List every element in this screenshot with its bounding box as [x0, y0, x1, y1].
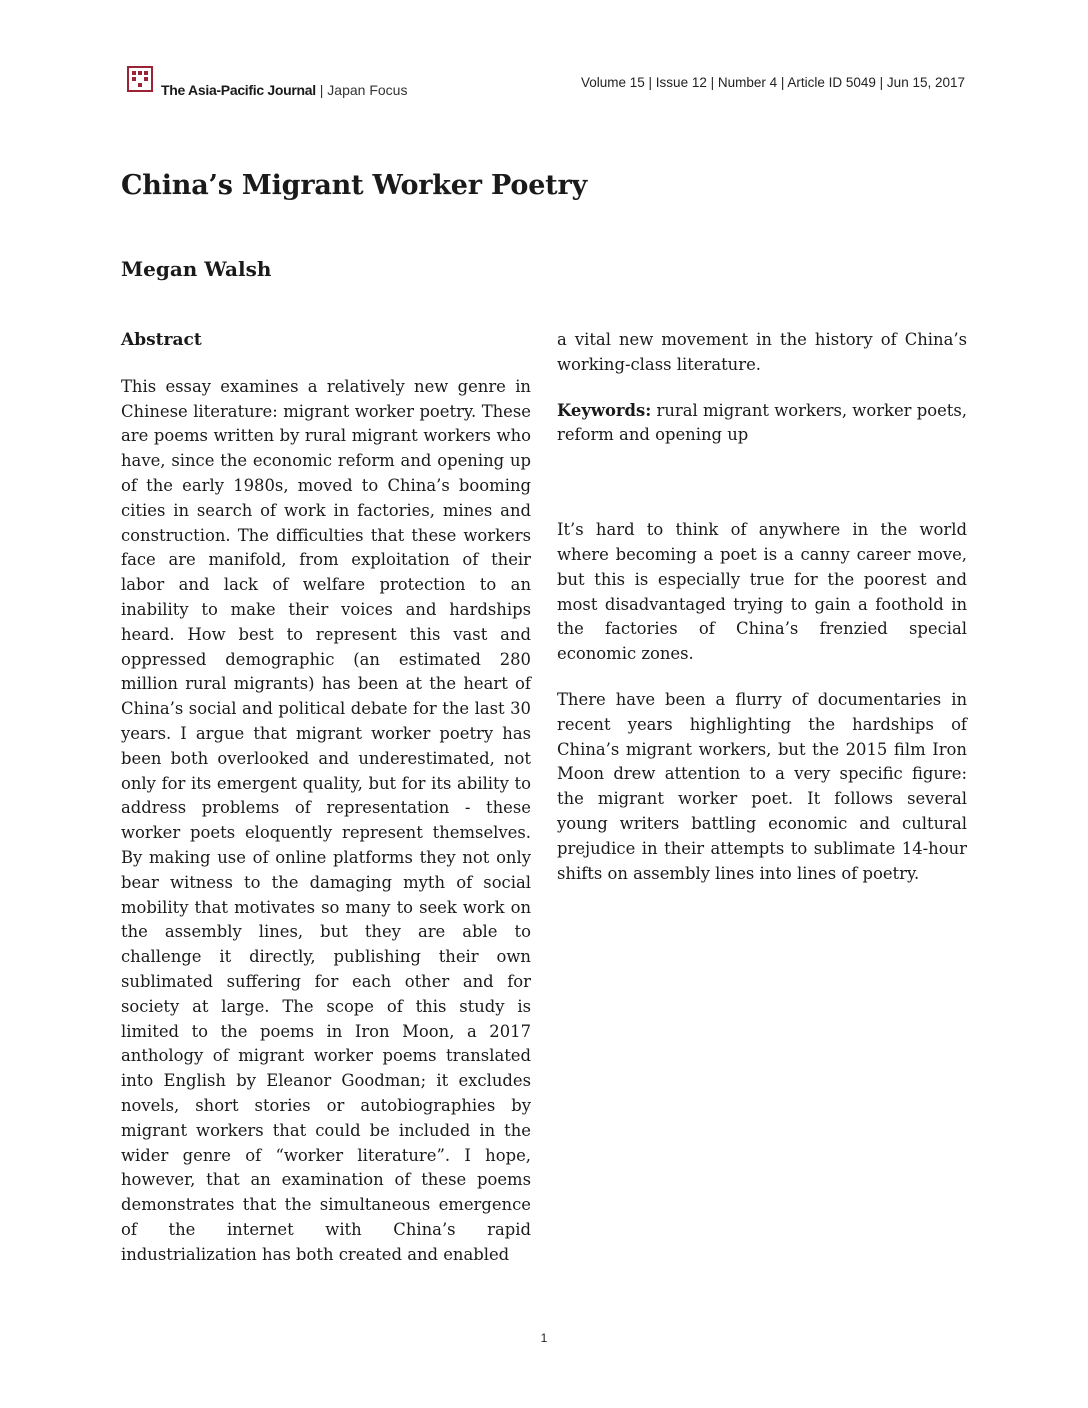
journal-name: The Asia-Pacific Journal: [161, 82, 316, 98]
journal-subtitle: | Japan Focus: [315, 82, 408, 98]
article-author: Megan Walsh: [121, 257, 272, 281]
keywords-text: rural migrant workers, worker poets, reform and opening up: [557, 400, 967, 445]
issue-metadata: Volume 15 | Issue 12 | Number 4 | Article ID 5049 | Jun 15, 2017: [581, 75, 965, 90]
keywords: [557, 399, 967, 449]
keywords-label: Keywords:: [557, 400, 652, 420]
journal-logo-icon: [127, 66, 153, 92]
abstract-continued: a vital new movement in the history of China’s working-class literature.: [557, 330, 967, 374]
right-column: [557, 328, 967, 886]
abstract-heading: Abstract: [121, 330, 202, 350]
article-title: China’s Migrant Worker Poetry: [121, 170, 587, 201]
page-number: 1: [540, 1331, 548, 1345]
journal-title: [161, 82, 407, 98]
journal-header: [127, 66, 965, 106]
left-column: [121, 328, 531, 1267]
body-paragraph-2: There have been a flurry of documentaries in recent years highlighting the hardships of China’s migrant workers, but the 2015 film Iron Moon drew attention to a very specific figure: the migrant worker poet. It follows several young writers battling economic and cultural prejudice in their attempts to sublimate 14-hour shifts on assembly lines into lines of poetry.: [557, 689, 967, 883]
abstract-text: This essay examines a relatively new genre in Chinese literature: migrant worker poetry. These are poems written by rural migrant workers who have, since the economic reform and opening up of the early 1980s, moved to China’s booming cities in search of work in factories, mines and construction. The difficulties that these workers face are manifold, from exploitation of their labor and lack of welfare protection to an inability to make their voices and hardships heard. How best to represent this vast and oppressed demographic (an estimated 280 million rural migrants) has been at the heart of China’s social and political debate for the last 30 years. I argue that migrant worker poetry has been both overlooked and underestimated, not only for its emergent quality, but for its ability to address problems of representation - these worker poets eloquently represent themselves. By making use of online platforms they not only bear witness to the damaging myth of social mobility that motivates so many to seek work on the assembly lines, but they are able to challenge it directly, publishing their own sublimated suffering for each other and for society at large. The scope of this study is limited to the poems in Iron Moon, a 2017 anthology of migrant worker poems translated into English by Eleanor Goodman; it excludes novels, short stories or autobiographies by migrant workers that could be included in the wider genre of “worker literature”. I hope, however, that an examination of these poems demonstrates that the simultaneous emergence of the internet with China’s rapid industrialization has both created and enabled: [121, 376, 531, 1264]
body-paragraph-1: It’s hard to think of anywhere in the world where becoming a poet is a canny career move, but this is especially true for the poorest and most disadvantaged trying to gain a foothold in the factories of China’s frenzied special economic zones.: [557, 520, 967, 664]
